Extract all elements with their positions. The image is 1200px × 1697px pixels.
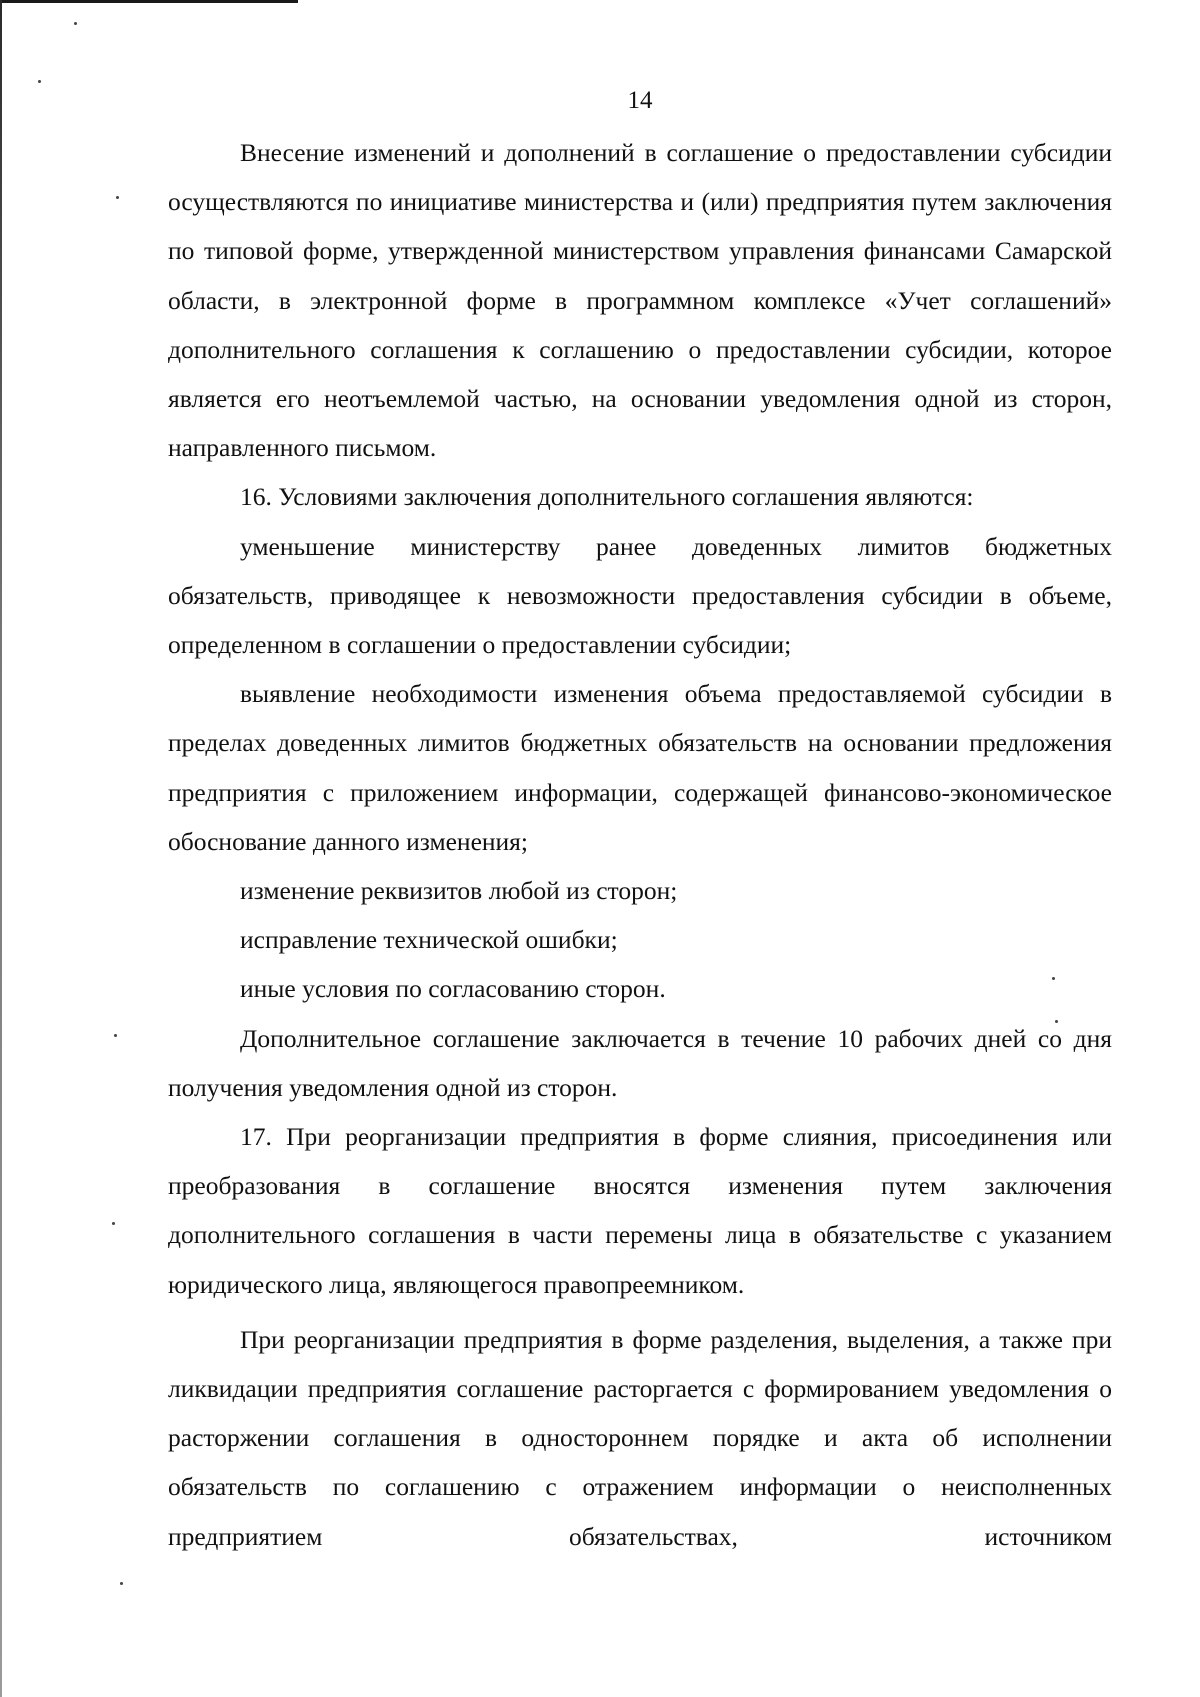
document-body	[168, 128, 1112, 1561]
paragraph-condition-volume: выявление необходимости изменения объема предоставляемой субсидии в пределах доведенных лимитов бюджетных обязательств на основании предложения предприятия с приложением информации, содержащей финансово-экономическое обоснование данного изменения;	[168, 679, 1112, 856]
paragraph-17-merger: 17. При реорганизации предприятия в форме слияния, присоединения или преобразования в соглашение вносятся изменения путем заключения дополнительного соглашения в части перемены лица в обязательстве с указанием юридического лица, являющегося правопреемником.	[168, 1122, 1112, 1299]
page-number: 14	[627, 87, 653, 114]
paragraph-term: Дополнительное соглашение заключается в течение 10 рабочих дней со дня получения уведомления одной из сторон.	[168, 1023, 1112, 1102]
paragraph-condition-error: исправление технической ошибки;	[240, 925, 618, 955]
scan-speck	[38, 80, 41, 83]
paragraph-16-heading: 16. Условиями заключения дополнительного соглашения являются:	[240, 482, 974, 512]
paragraph-condition-details: изменение реквизитов любой из сторон;	[240, 876, 678, 906]
paragraph-condition-other: иные условия по согласованию сторон.	[240, 974, 666, 1004]
scan-left-edge	[0, 0, 2, 1697]
paragraph-condition-limits: уменьшение министерству ранее доведенных лимитов бюджетных обязательств, приводящее к невозможности предоставления субсидии в объеме, определенном в соглашении о предоставлении субсидии;	[168, 531, 1112, 660]
scan-speck	[116, 196, 119, 199]
scan-top-rule	[0, 0, 298, 3]
scan-speck	[112, 1222, 115, 1225]
scan-speck	[114, 1034, 117, 1037]
scan-speck	[120, 1582, 123, 1585]
scan-speck	[74, 22, 77, 25]
paragraph-amendments: Внесение изменений и дополнений в соглашение о предоставлении субсидии осуществляются по инициативе министерства и (или) предприятия путем заключения по типовой форме, утвержденной министерством управления финансами Самарской области, в электронной форме в программном комплексе «Учет соглашений» дополнительного соглашения к соглашению о предоставлении субсидии, которое является его неотъемлемой частью, на основании уведомления одной из сторон, направленного письмом.	[168, 138, 1112, 463]
paragraph-division-liquidation: При реорганизации предприятия в форме разделения, выделения, а также при ликвидации предприятия соглашение расторгается с формированием уведомления о расторжении соглашения в одностороннем порядке и акта об исполнении обязательств по соглашению с отражением информации о неисполненных предприятием обязательствах, источником	[168, 1324, 1112, 1551]
